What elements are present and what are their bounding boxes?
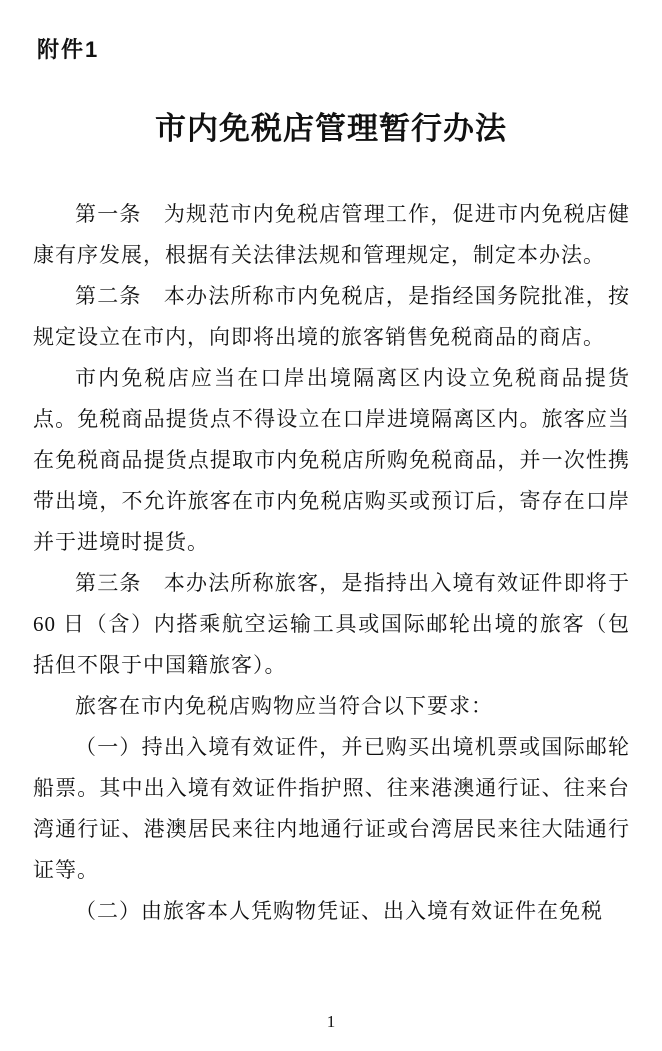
paragraph-article-2: 第二条 本办法所称市内免税店，是指经国务院批准，按规定设立在市内，向即将出境的旅客销售免税商品的商店。 — [33, 284, 630, 349]
paragraph-article-3: 第三条 本办法所称旅客，是指持出入境有效证件即将于 60 日（含）内搭乘航空运输工具或国际邮轮出境的旅客（包括但不限于中国籍旅客）。 — [33, 571, 630, 677]
attachment-label: 附件1 — [37, 37, 100, 62]
paragraph-requirement-2: （二）由旅客本人凭购物凭证、出入境有效证件在免税 — [75, 899, 603, 923]
page-number: 1 — [326, 1012, 336, 1031]
document-body — [33, 194, 630, 932]
paragraph-requirements-intro: 旅客在市内免税店购物应当符合以下要求： — [75, 694, 493, 718]
paragraph-requirement-1: （一）持出入境有效证件，并已购买出境机票或国际邮轮船票。其中出入境有效证件指护照、往来港澳通行证、往来台湾通行证、港澳居民来往内地通行证或台湾居民来往大陆通行证等。 — [33, 735, 630, 882]
paragraph-article-1: 第一条 为规范市内免税店管理工作，促进市内免税店健康有序发展，根据有关法律法规和管理规定，制定本办法。 — [33, 202, 630, 267]
paragraph-article-2-continued: 市内免税店应当在口岸出境隔离区内设立免税商品提货点。免税商品提货点不得设立在口岸进境隔离区内。旅客应当在免税商品提货点提取市内免税店所购免税商品，并一次性携带出境，不允许旅客在市内免税店购买或预订后，寄存在口岸并于进境时提货。 — [33, 366, 630, 554]
document-title: 市内免税店管理暂行办法 — [155, 111, 507, 146]
